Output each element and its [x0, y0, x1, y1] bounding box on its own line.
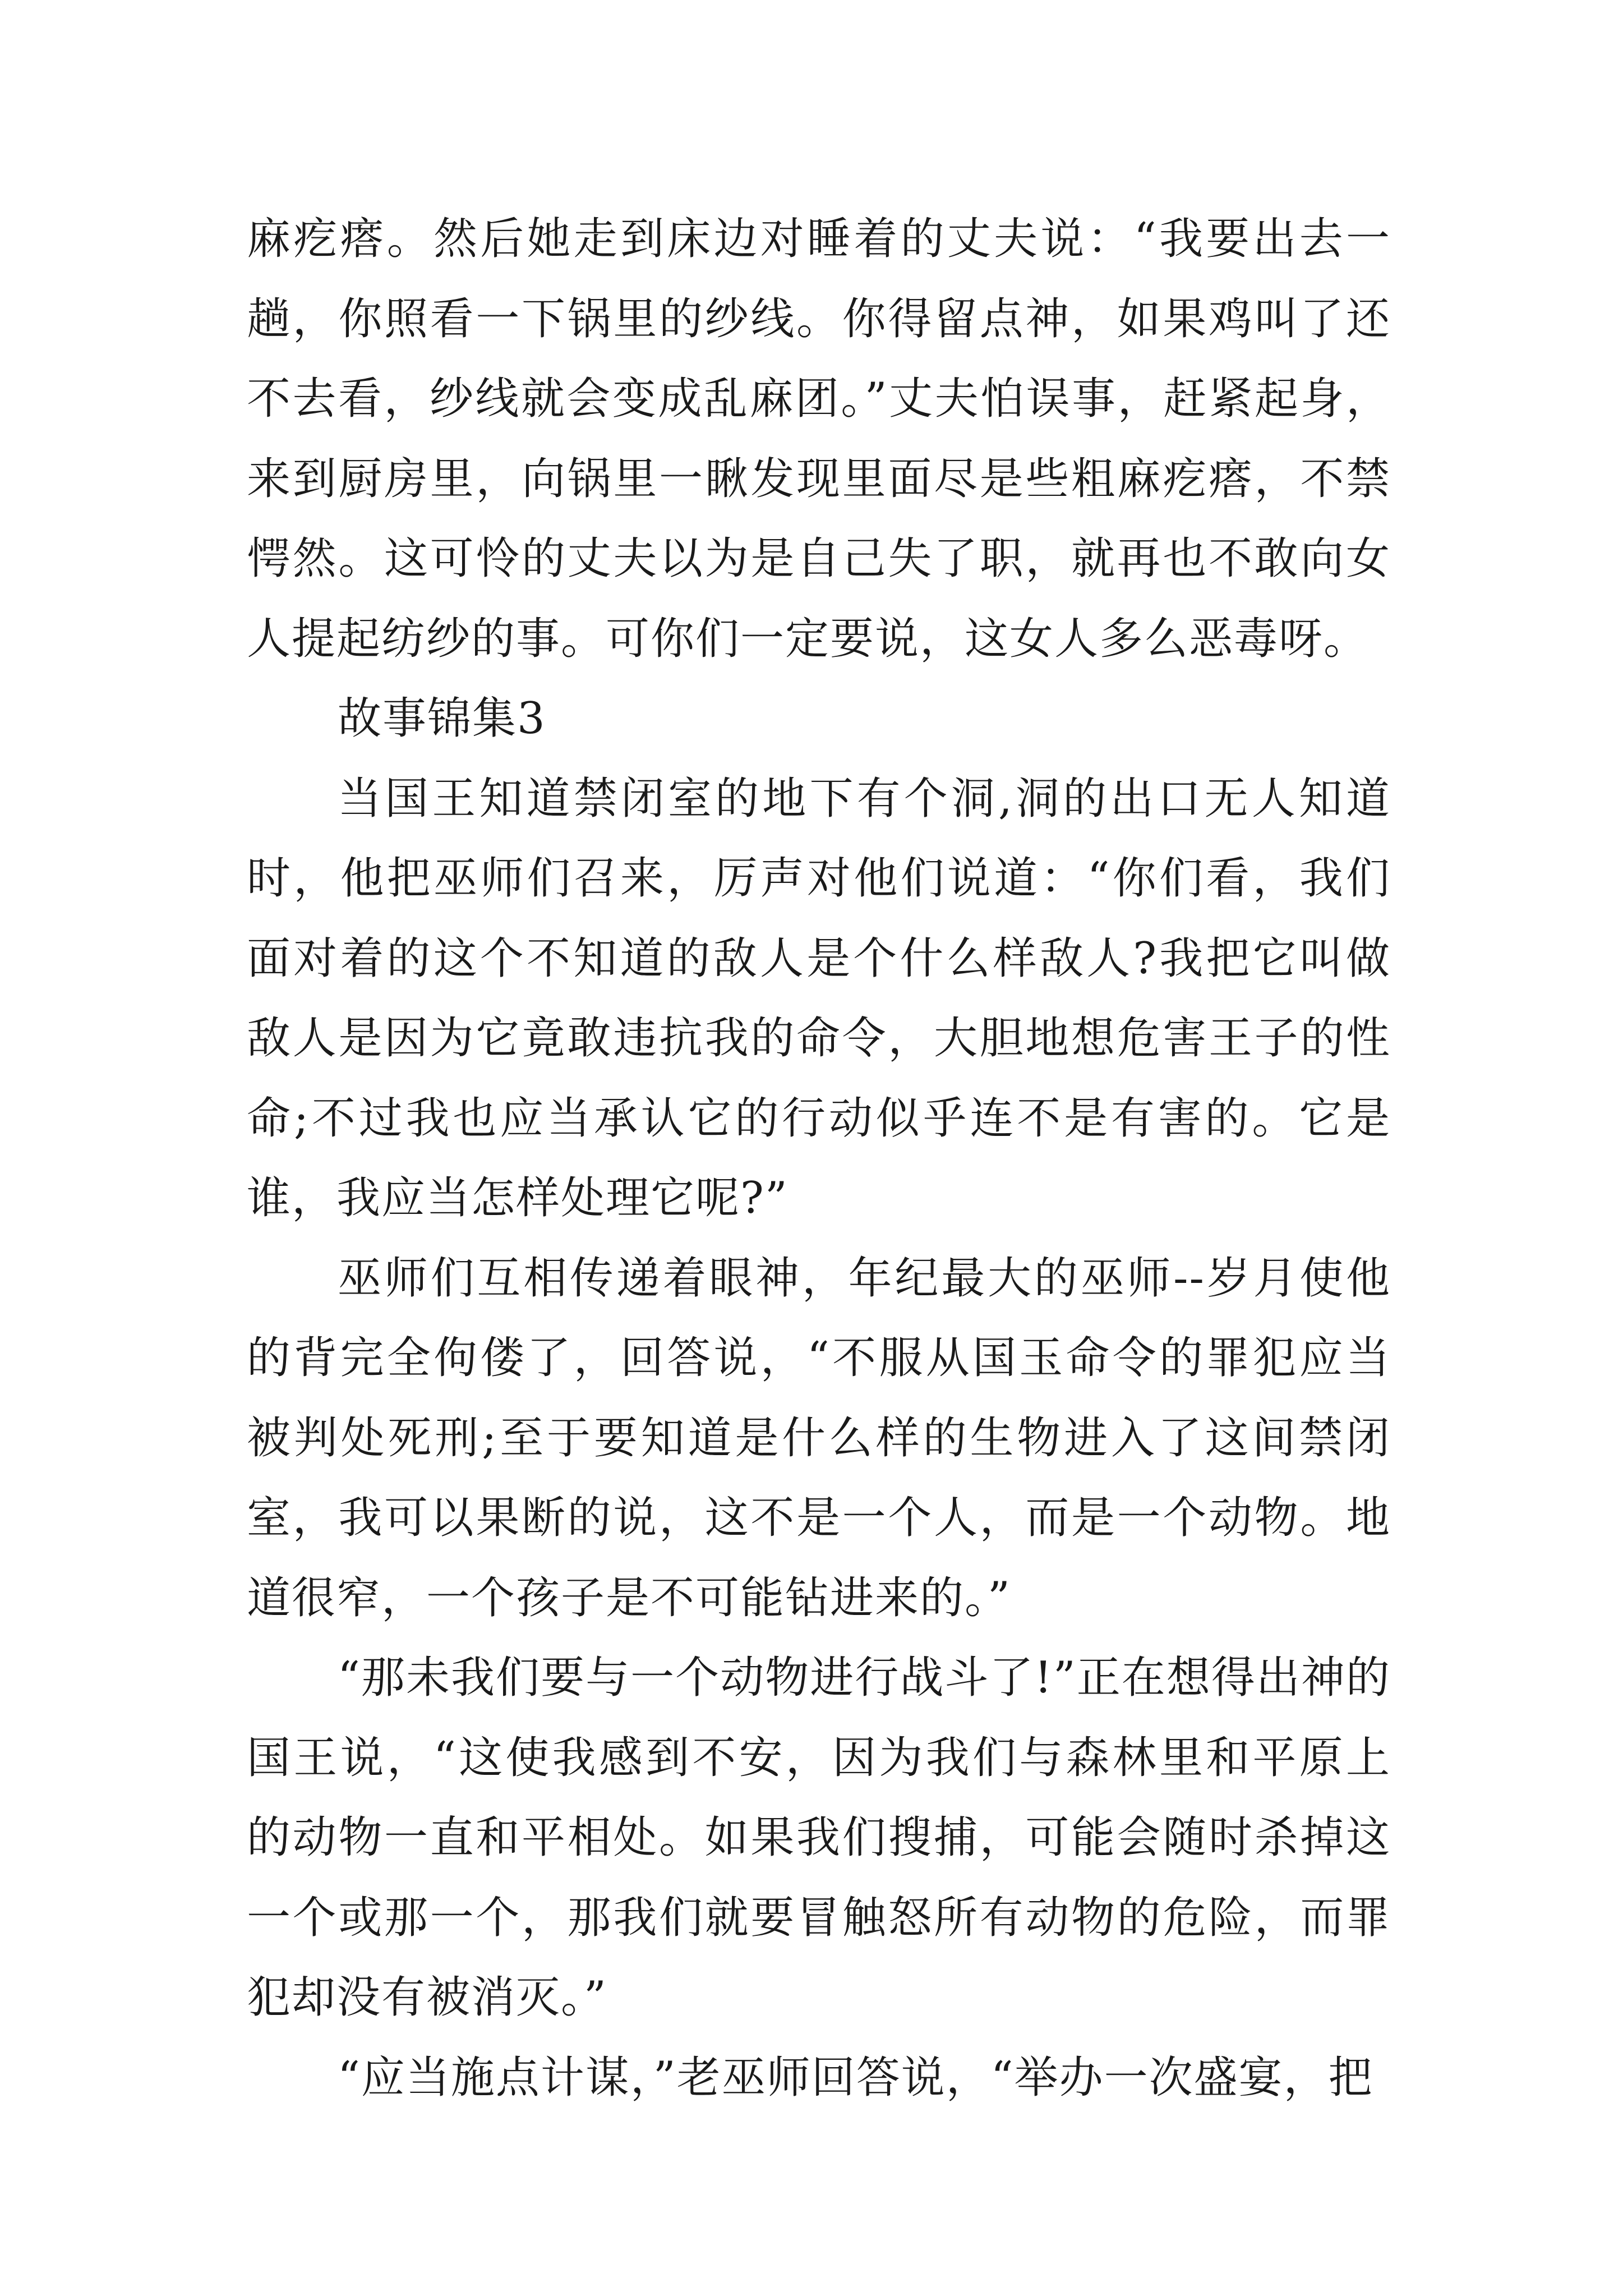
story-paragraph-1: 当国王知道禁闭室的地下有个洞,洞的出口无人知道时，他把巫师们召来，厉声对他们说道：“你们看，我们面对着的这个不知道的敌人是个什么样敌人?我把它叫做敌人是因为它竟敢违抗我的命令，大胆地想危害王子的性命;不过我也应当承认它的行动似乎连不是有害的。它是谁，我应当怎样处理它呢?” [247, 773, 1391, 1223]
story-paragraph-2: 巫师们互相传递着眼神，年纪最大的巫师--岁月使他的背完全佝偻了，回答说，“不服从国玉命令的罪犯应当被判处死刑;至于要知道是什么样的生物进入了这间禁闭室，我可以果断的说，这不是一个人，而是一个动物。地道很窄，一个孩子是不可能钻进来的。” [247, 1253, 1391, 1623]
document-body [247, 199, 1391, 2118]
section-heading: 故事锦集3 [338, 693, 546, 744]
continuation-paragraph: 麻疙瘩。然后她走到床边对睡着的丈夫说：“我要出去一趟，你照看一下锅里的纱线。你得留点神，如果鸡叫了还不去看，纱线就会变成乱麻团。”丈夫怕误事，赶紧起身，来到厨房里，向锅里一瞅发现里面尽是些粗麻疙瘩，不禁愕然。这可怜的丈夫以为是自己失了职，就再也不敢向女人提起纺纱的事。可你们一定要说，这女人多么恶毒呀。 [247, 214, 1391, 664]
story-paragraph-3: “那未我们要与一个动物进行战斗了!”正在想得出神的国王说，“这使我感到不安，因为我们与森林里和平原上的动物一直和平相处。如果我们搜捕，可能会随时杀掉这一个或那一个，那我们就要冒触怒所有动物的危险，而罪犯却没有被消灭。” [247, 1653, 1391, 2023]
story-paragraph-4: “应当施点计谋，”老巫师回答说，“举办一次盛宴，把 [338, 2052, 1373, 2103]
